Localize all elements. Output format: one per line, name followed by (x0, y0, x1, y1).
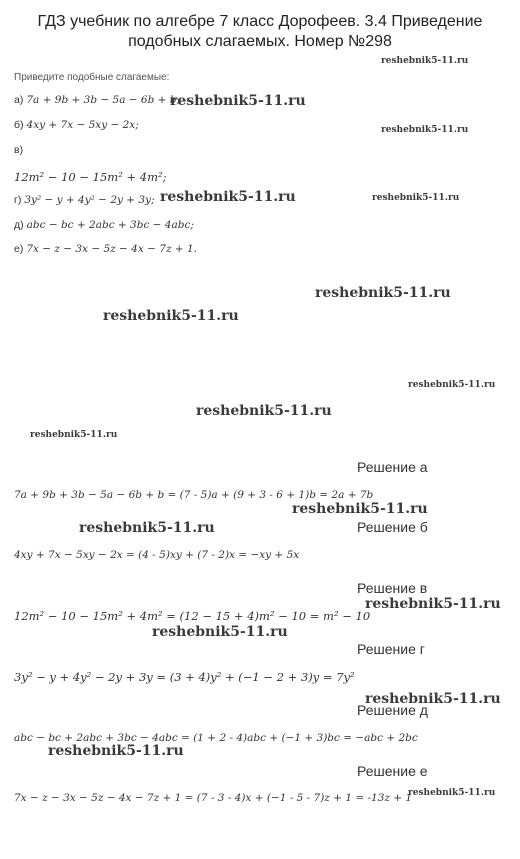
watermark: reshebnik5-11.ru (170, 93, 306, 109)
task-a (14, 94, 180, 106)
solution-heading-d: Решение д (357, 702, 428, 718)
task-label: е) (14, 243, 24, 255)
task-g (14, 194, 155, 206)
watermark: reshebnik5-11.ru (372, 193, 460, 203)
watermark: reshebnik5-11.ru (103, 308, 239, 324)
watermark: reshebnik5-11.ru (48, 743, 184, 759)
watermark: reshebnik5-11.ru (79, 520, 215, 536)
task-label: б) (14, 119, 24, 131)
watermark: reshebnik5-11.ru (408, 788, 496, 798)
solution-heading-e: Решение е (357, 763, 428, 779)
task-expression: 4xy + 7x − 5xy − 2x; (26, 119, 139, 131)
solution-expression-v: 12m² − 10 − 15m² + 4m² = (12 − 15 + 4)m² − 10 = m² − 10 (14, 609, 371, 623)
task-label: в) (14, 144, 24, 156)
watermark: reshebnik5-11.ru (160, 189, 296, 205)
watermark: reshebnik5-11.ru (315, 285, 451, 301)
watermark: reshebnik5-11.ru (196, 403, 332, 419)
task-label: д) (14, 219, 24, 231)
task-v-expression (14, 170, 166, 184)
solution-expression-a: 7a + 9b + 3b − 5a − 6b + b = (7 - 5)a + (9 + 3 - 6 + 1)b = 2a + 7b (14, 489, 374, 501)
watermark: reshebnik5-11.ru (408, 380, 496, 390)
solution-expression-g: 3y² − y + 4y² − 2y + 3y = (3 + 4)y² + (−1 − 2 + 3)y = 7y² (14, 670, 355, 684)
task-e (14, 243, 197, 255)
solution-heading-g: Решение г (357, 641, 425, 657)
solution-expression-b: 4xy + 7x − 5xy − 2x = (4 - 5)xy + (7 - 2)x = −xy + 5x (14, 549, 300, 561)
solution-expression-d: abc − bc + 2abc + 3bc − 4abc = (1 + 2 - 4)abc + (−1 + 3)bc = −abc + 2bc (14, 732, 418, 744)
task-label: а) (14, 94, 24, 106)
solution-heading-b: Решение б (357, 519, 428, 535)
solution-expression-e: 7x − z − 3x − 5z − 4x − 7z + 1 = (7 - 3 - 4)x + (−1 - 5 - 7)z + 1 = -13z + 1 (14, 792, 413, 804)
title-line-1: ГДЗ учебник по алгебре 7 класс Дорофеев. 3.4 Приведение (37, 13, 483, 30)
task-b (14, 119, 139, 131)
task-expression: 3y² − y + 4y² − 2y + 3y; (24, 194, 155, 206)
watermark: reshebnik5-11.ru (381, 125, 469, 135)
page-title (0, 12, 520, 52)
task-instruction: Приведите подобные слагаемые: (14, 72, 170, 83)
solution-heading-a: Решение а (357, 459, 428, 475)
watermark: reshebnik5-11.ru (30, 430, 118, 440)
task-v (14, 144, 26, 156)
watermark: reshebnik5-11.ru (365, 596, 501, 612)
title-line-2: подобных слагаемых. Номер №298 (128, 33, 392, 50)
solution-heading-v: Решение в (357, 580, 428, 596)
watermark: reshebnik5-11.ru (381, 56, 469, 66)
watermark: reshebnik5-11.ru (152, 624, 288, 640)
watermark: reshebnik5-11.ru (292, 501, 428, 517)
task-label: г) (14, 194, 22, 206)
task-expression: 7x − z − 3x − 5z − 4x − 7z + 1. (26, 243, 197, 255)
task-d (14, 219, 194, 231)
task-expression: abc − bc + 2abc + 3bc − 4abc; (26, 219, 194, 231)
task-expression: 12m² − 10 − 15m² + 4m²; (14, 170, 167, 184)
watermark: reshebnik5-11.ru (365, 691, 501, 707)
task-expression: 7a + 9b + 3b − 5a − 6b + b; (26, 94, 181, 106)
